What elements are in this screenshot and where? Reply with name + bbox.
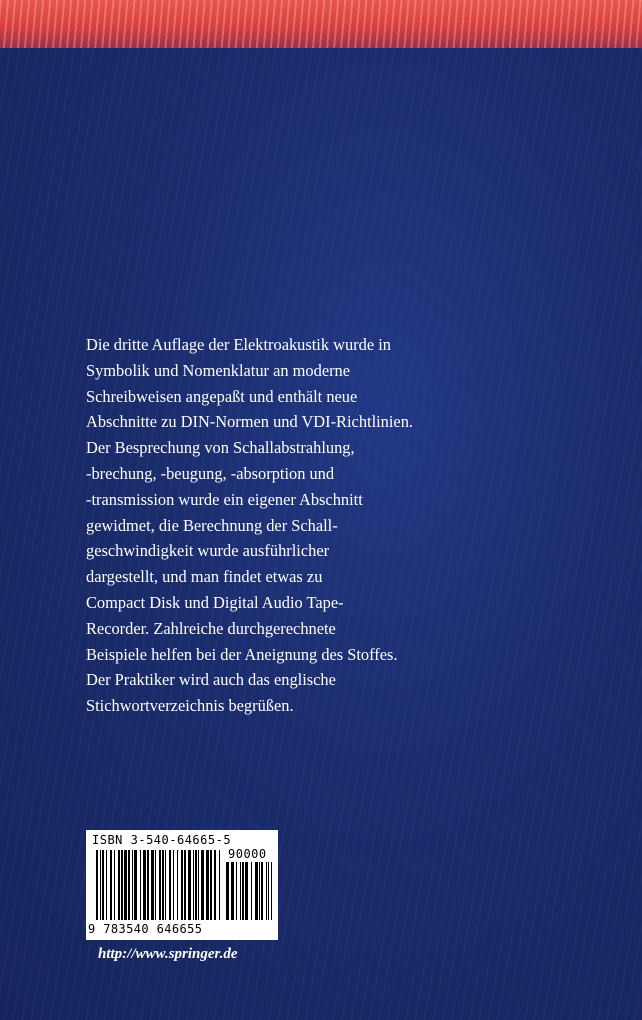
- price-code: 90000: [228, 847, 267, 861]
- blurb-line: Beispiele helfen bei der Aneignung des Stoffes.: [86, 644, 398, 664]
- blurb-line: Der Besprechung von Schallabstrahlung,: [86, 438, 355, 458]
- description-blurb: [86, 332, 416, 719]
- addon-barcode-bars: [226, 862, 272, 920]
- ean-barcode-bars: [96, 850, 220, 920]
- blurb-line: Abschnitte zu DIN-Normen und VDI-Richtlinien.: [86, 412, 413, 432]
- blurb-line: Die dritte Auflage der Elektroakustik wurde in: [86, 335, 391, 354]
- top-color-band: [0, 0, 642, 48]
- blurb-line: geschwindigkeit wurde ausführlicher: [86, 541, 330, 561]
- blurb-line: Recorder. Zahlreiche durchgerechnete: [86, 618, 336, 638]
- blurb-line: dargestellt, und man findet etwas zu: [86, 567, 323, 587]
- isbn-barcode: [86, 830, 278, 940]
- blurb-line: -transmission wurde ein eigener Abschnitt: [86, 489, 363, 509]
- blurb-line: gewidmet, die Berechnung der Schall-: [86, 515, 338, 535]
- blurb-line: Symbolik und Nomenklatur an moderne: [86, 360, 351, 380]
- blurb-line: Schreibweisen angepaßt und enthält neue: [86, 386, 358, 406]
- blurb-line: -brechung, -beugung, -absorption und: [86, 463, 335, 483]
- ean-number: 9 783540 646655: [88, 922, 203, 936]
- isbn-number: ISBN 3-540-64665-5: [92, 833, 232, 847]
- blurb-line: Compact Disk und Digital Audio Tape-: [86, 592, 344, 612]
- blurb-line: Stichwortverzeichnis begrüßen.: [86, 696, 294, 716]
- blurb-line: Der Praktiker wird auch das englische: [86, 670, 336, 690]
- publisher-url[interactable]: http://www.springer.de: [98, 946, 238, 962]
